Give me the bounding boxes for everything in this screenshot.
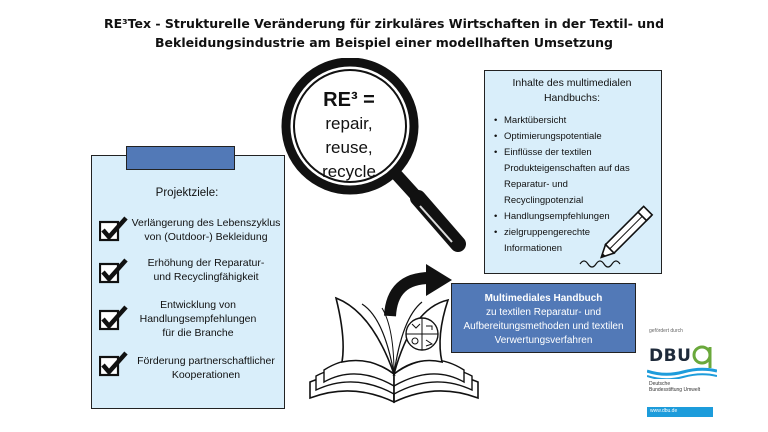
list-item: • zielgruppengerechte Informationen: [494, 225, 614, 257]
dbu-subtitle: [649, 381, 700, 393]
funded-by-label: gefördert durch: [649, 328, 683, 334]
repair-label: repair,: [325, 114, 373, 133]
curved-arrow-icon: [378, 262, 458, 324]
reuse-label: reuse,: [325, 138, 373, 157]
handbook-description: zu textilen Reparatur- und Aufbereitungsmethoden und textilen Verwertungsverfahren: [463, 307, 624, 346]
scribble-decoration: [578, 256, 628, 270]
goal-item-3: [118, 298, 278, 340]
dbu-wave-icon: [647, 367, 717, 379]
dbu-url[interactable]: www.dbu.de: [650, 408, 678, 414]
project-goals-heading: Projektziele:: [155, 187, 219, 199]
page-title: [60, 14, 708, 52]
goal-item-3-text: Entwicklung von Handlungsempfehlungen für die Branche: [139, 299, 257, 339]
checkbox-checked-icon: [99, 305, 129, 333]
recycle-label: recycle: [322, 162, 376, 181]
handbook-contents-heading: Inhalte des multimedialen Handbuchs:: [512, 77, 632, 104]
checkbox-checked-icon: [99, 258, 129, 286]
goal-item-4: [126, 354, 286, 382]
project-goals-tab: [126, 146, 235, 170]
checkbox-checked-icon: [99, 351, 129, 379]
magnifier-text: [279, 88, 419, 184]
title-line-2: Bekleidungsindustrie am Beispiel einer modellhaften Umsetzung: [155, 35, 613, 50]
list-item: • Einflüsse der textilen Produkteigenschaften auf das Reparatur- und Recyclingpotenzial: [494, 145, 644, 209]
list-item: • Optimierungspotentiale: [494, 129, 654, 145]
dbu-logo: DBU: [649, 346, 692, 366]
multimedia-handbook-box: [451, 283, 636, 353]
list-item: • Handlungsempfehlungen: [494, 209, 654, 225]
handbook-title: Multimediales Handbuch: [484, 293, 603, 304]
title-line-1: RE³Tex - Strukturelle Veränderung für zirkuläres Wirtschaften in der Textil- und: [103, 16, 665, 31]
goal-item-2-text: Erhöhung der Reparatur- und Recyclingfähigkeit: [147, 257, 265, 283]
re3-label: RE³ =: [323, 89, 375, 111]
goal-item-4-text: Förderung partnerschaftlicher Kooperationen: [137, 355, 275, 381]
checkbox-checked-icon: [99, 216, 129, 244]
list-item: • Marktübersicht: [494, 113, 654, 129]
dbu-subtitle-line-2: Bundesstiftung Umwelt: [649, 387, 701, 393]
goal-item-1-text: Verlängerung des Lebenszyklus von (Outdoor-) Bekleidung: [131, 217, 281, 243]
dbu-subtitle-line-1: Deutsche: [649, 381, 671, 387]
